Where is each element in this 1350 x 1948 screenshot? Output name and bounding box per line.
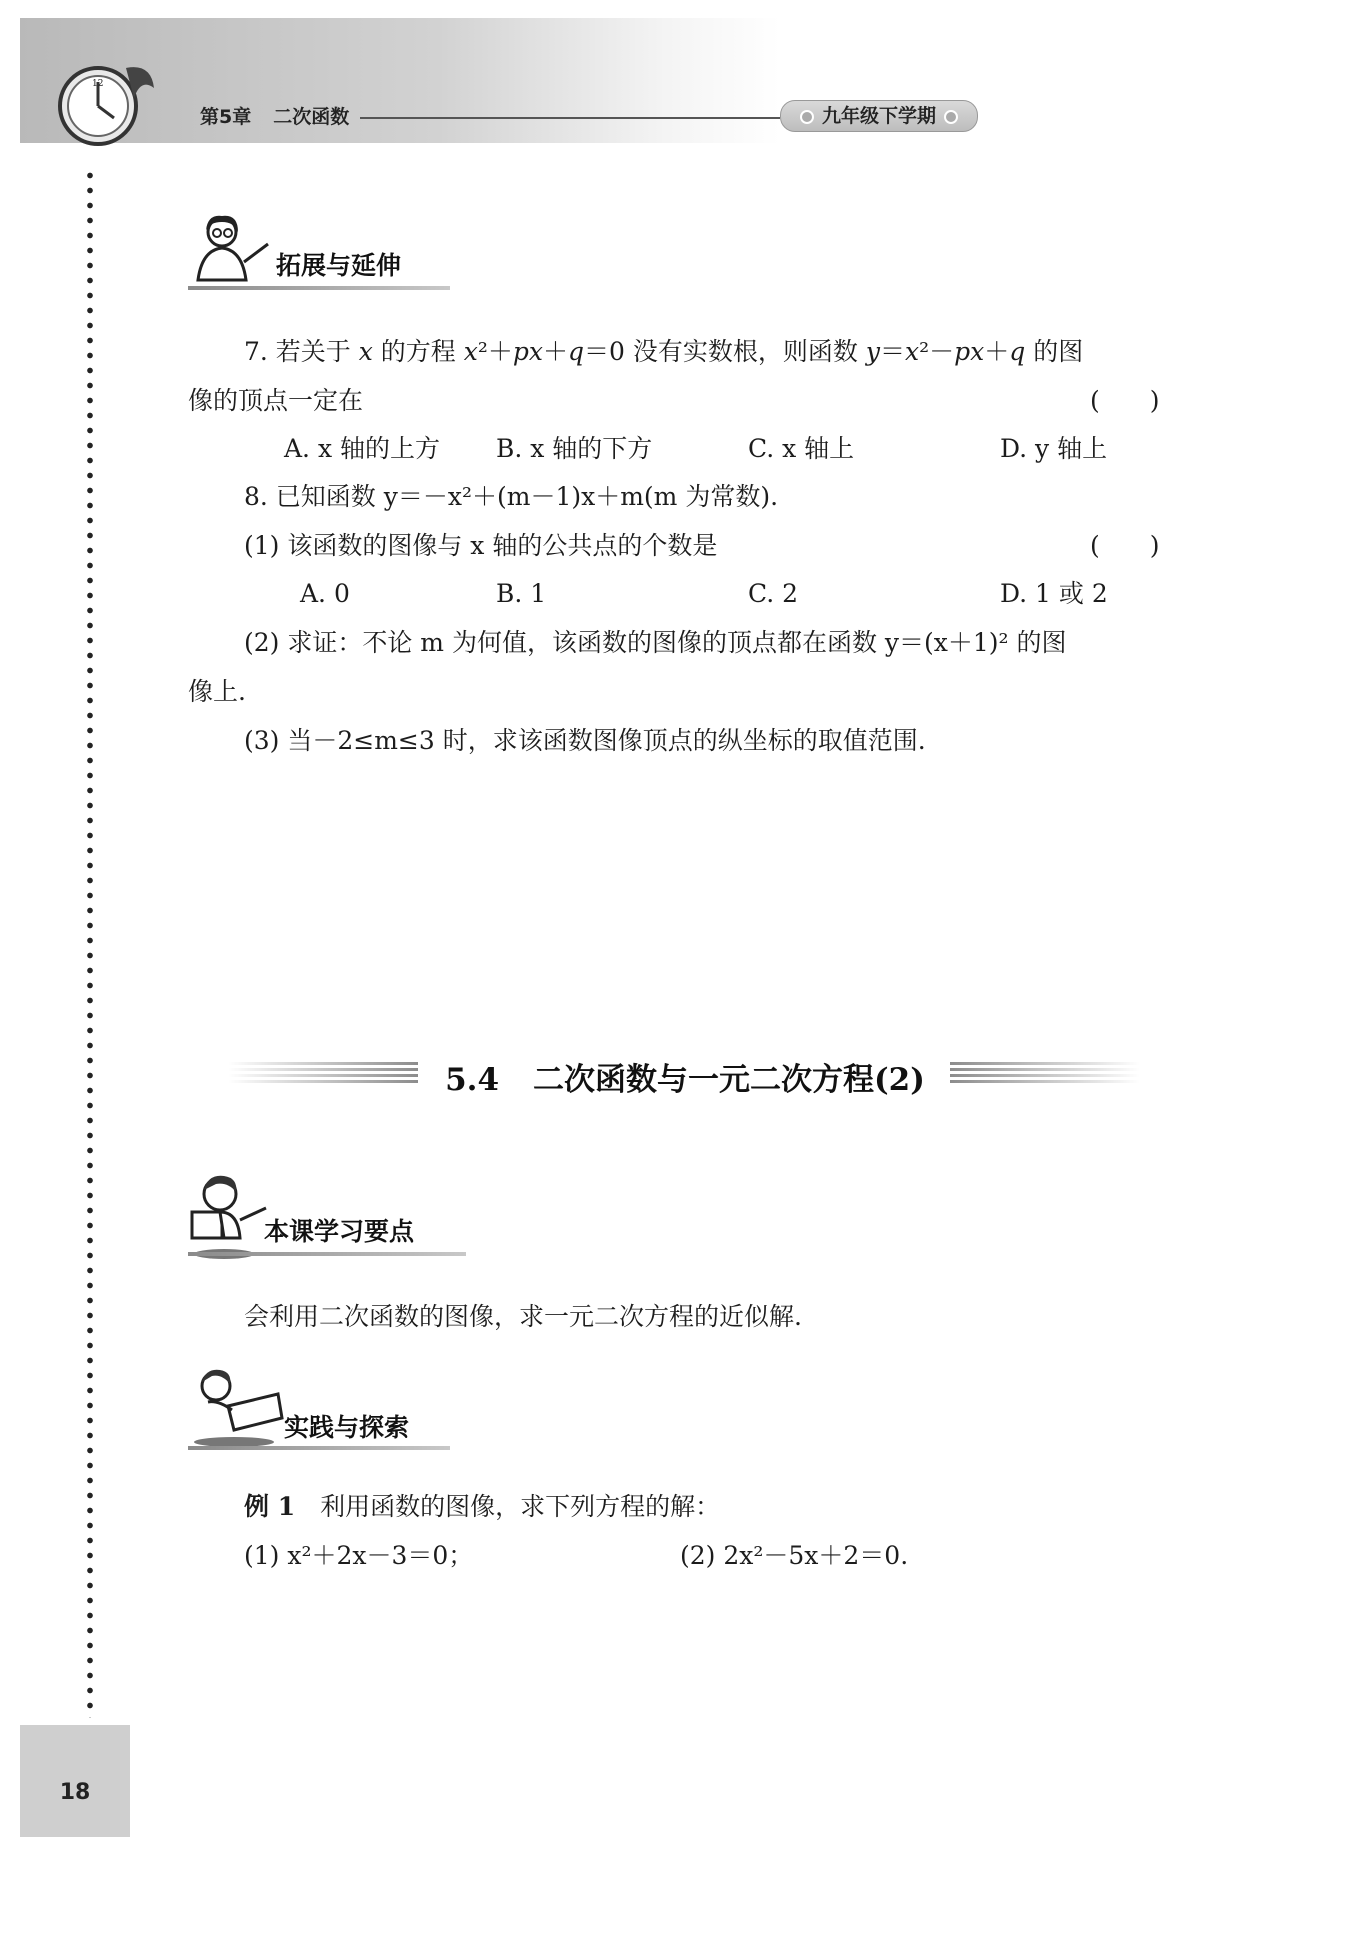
section-underline [188, 1252, 466, 1256]
q8-part1-paren: ( ) [1090, 531, 1160, 560]
example-eq1: (1) x²＋2x－3＝0； [244, 1541, 474, 1570]
grade-label: 九年级下学期 [821, 105, 936, 127]
q7-line2: 像的顶点一定在 [188, 386, 364, 415]
keypoint-text: 会利用二次函数的图像，求一元二次方程的近似解. [244, 1302, 802, 1331]
chapter-title: 二次函数 [273, 106, 350, 128]
banner-stripe-left [228, 1062, 418, 1086]
q8-option-b: B. 1 [496, 579, 547, 608]
section-underline [188, 286, 450, 290]
margin-dot-line [86, 168, 94, 1718]
dot-icon [944, 110, 958, 124]
grade-badge [780, 100, 978, 132]
example-eq2: (2) 2x²－5x＋2＝0. [680, 1541, 909, 1570]
q8-part3: (3) 当－2≤m≤3 时，求该函数图像顶点的纵坐标的取值范围. [244, 726, 926, 755]
q8-stem: 8. 已知函数 y＝－x²＋(m－1)x＋m(m 为常数). [244, 482, 779, 511]
student-writing-icon [188, 1366, 284, 1450]
section-banner-title [420, 1054, 950, 1099]
q8-part2-line2: 像上. [188, 677, 246, 706]
chapter-heading [200, 102, 371, 129]
example-1 [244, 1482, 720, 1531]
q7-option-b: B. x 轴的下方 [496, 434, 653, 463]
example-stem: 利用函数的图像，求下列方程的解： [320, 1492, 721, 1521]
q7-option-c: C. x 轴上 [748, 434, 855, 463]
q7-option-a: A. x 轴的上方 [284, 434, 440, 463]
q8-option-d: D. 1 或 2 [1000, 579, 1108, 608]
section-name: 二次函数与一元二次方程(2) [533, 1062, 925, 1098]
q8-part1: (1) 该函数的图像与 x 轴的公共点的个数是 [244, 531, 718, 560]
banner-stripe-right [950, 1062, 1140, 1086]
section-title-extension: 拓展与延伸 [276, 251, 402, 280]
chapter-number: 第5章 [200, 106, 252, 128]
section-number: 5.4 [445, 1062, 500, 1098]
q7-line1: 7. 若关于 x 的方程 x²＋px＋q＝0 没有实数根，则函数 y＝x²－px＋q 的图 [244, 337, 1084, 366]
q8-part2-line1: (2) 求证：不论 m 为何值，该函数的图像的顶点都在函数 y＝(x＋1)² 的图 [244, 628, 1067, 657]
q8-option-a: A. 0 [300, 579, 350, 608]
teacher-figure-icon [188, 212, 270, 282]
section-title-practice: 实践与探索 [284, 1413, 410, 1442]
svg-text:12: 12 [92, 79, 104, 89]
student-reading-icon [188, 1172, 270, 1262]
header-rule [360, 117, 780, 119]
q8-option-c: C. 2 [748, 579, 799, 608]
section-title-keypoints: 本课学习要点 [264, 1217, 415, 1246]
example-label: 例 1 [244, 1492, 296, 1521]
dot-icon [800, 110, 814, 124]
page-number: 18 [59, 1780, 91, 1805]
section-underline [188, 1446, 450, 1450]
q7-option-d: D. y 轴上 [1000, 434, 1108, 463]
q7-answer-paren: ( ) [1090, 386, 1160, 415]
compass-clock-icon [56, 58, 156, 158]
